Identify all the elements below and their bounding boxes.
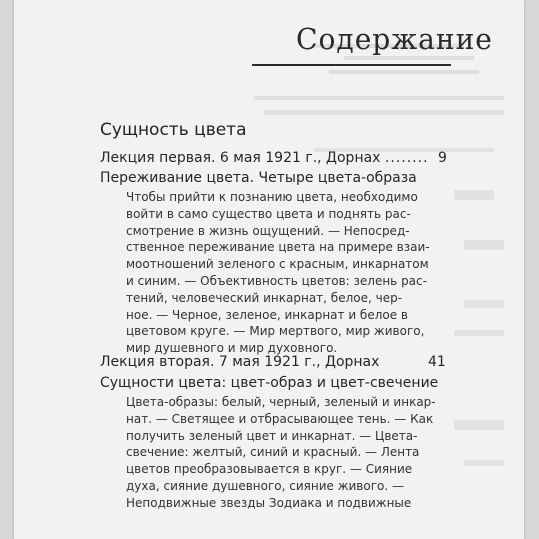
toc-entry-lecture-2[interactable] bbox=[100, 354, 379, 370]
description-line: цветовом круге. — Мир мертвого, мир живого, bbox=[126, 324, 425, 339]
description-line: ственное переживание цвета на примере взаи- bbox=[126, 240, 430, 255]
description-line: цветов преобразовывается в круг. — Сияние bbox=[126, 462, 413, 477]
toc-entry-lecture-1[interactable] bbox=[100, 150, 429, 166]
description-line: получить зеленый цвет и инкарнат. — Цвета- bbox=[126, 428, 418, 443]
description-line: ное. — Черное, зеленое, инкарнат и белое в bbox=[126, 307, 408, 322]
title-rule bbox=[252, 64, 451, 66]
lecture-description bbox=[126, 189, 446, 357]
section-title: Сущность цвета bbox=[100, 120, 247, 140]
description-line: тений, человеческий инкарнат, белое, чер- bbox=[126, 290, 403, 305]
description-line: свечение: желтый, синий и красный. — Лента bbox=[126, 445, 420, 460]
page-title: Содержание bbox=[296, 22, 493, 56]
description-line: войти в само существо цвета и поднять рас- bbox=[126, 206, 411, 221]
description-line: Чтобы прийти к познанию цвета, необходимо bbox=[126, 190, 418, 204]
lecture-subtitle: Переживание цвета. Четыре цвета-образа bbox=[100, 170, 417, 186]
lecture-page-number: 41 bbox=[428, 354, 446, 370]
lecture-subtitle: Сущности цвета: цвет-образ и цвет-свечение bbox=[100, 375, 439, 391]
lecture-description bbox=[126, 394, 446, 512]
description-line: и синим. — Объективность цветов: зелень рас- bbox=[126, 273, 427, 288]
description-line: смотрение в жизнь ощущений. — Непосред- bbox=[126, 223, 410, 238]
description-line: мир душевного и мир духовного. bbox=[126, 341, 338, 356]
lecture-title: Лекция первая. 6 мая 1921 г., Дорнах bbox=[100, 150, 381, 166]
description-line: нат. — Светящее и отбрасывающее тень. — Как bbox=[126, 411, 434, 426]
book-page bbox=[14, 0, 524, 539]
lecture-page-number: 9 bbox=[438, 150, 447, 166]
lecture-title: Лекция вторая. 7 мая 1921 г., Дорнах bbox=[100, 354, 380, 370]
dot-leader: ........ bbox=[384, 150, 429, 166]
description-line: Неподвижные звезды Зодиака и подвижные bbox=[126, 495, 412, 510]
description-line: моотношений зеленого с красным, инкарнатом bbox=[126, 257, 429, 272]
description-line: духа, сияние душевного, сияние живого. — bbox=[126, 478, 404, 493]
description-line: Цвета-образы: белый, черный, зеленый и инкар- bbox=[126, 395, 436, 409]
